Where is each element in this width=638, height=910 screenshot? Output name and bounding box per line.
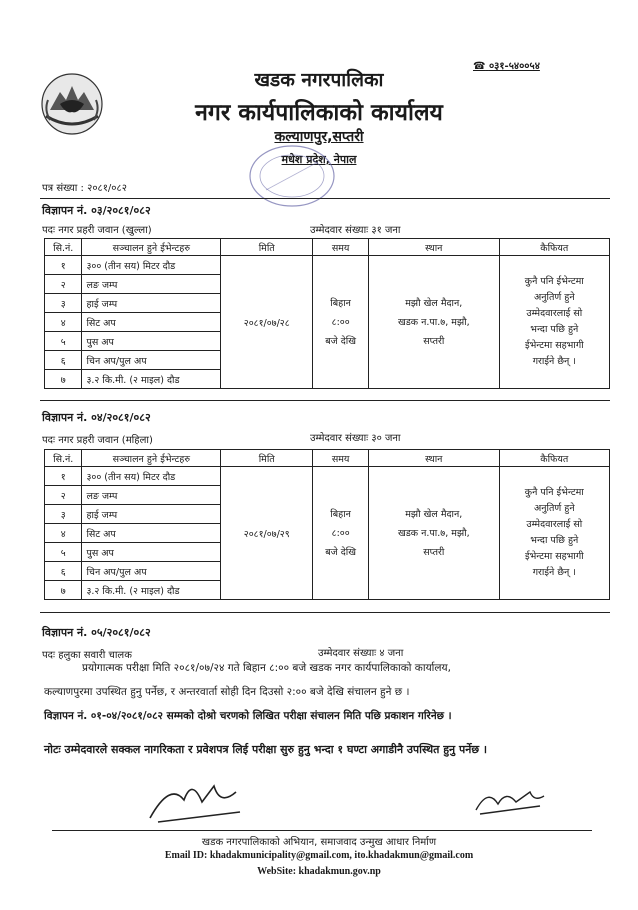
col-remarks: कैफियत [499, 450, 609, 467]
section-divider [40, 400, 610, 401]
row-sn: ५ [45, 332, 82, 351]
row-sn: ६ [45, 351, 82, 370]
col-sn: सि.नं. [45, 239, 82, 256]
ad3-paragraph-2: कल्याणपुरमा उपस्थित हुनु पर्नेछ, र अन्तरवार्ता सोही दिन दिउसो २:०० बजे देखि संचालन हुने छ । [44, 686, 410, 698]
ad3-candidates: उम्मेदवार संख्याः ४ जना [318, 648, 404, 659]
row-event: हाई जम्प [82, 505, 221, 524]
table-row [45, 467, 610, 486]
row-event: चिन अप/पुल अप [82, 351, 221, 370]
telephone-icon: ☎ [473, 61, 486, 72]
ad1-events-table [44, 238, 610, 389]
row-event: ३.२ कि.मी. (२ माइल) दौड [82, 581, 221, 600]
ad1-candidates: उम्मेदवार संख्याः ३१ जना [310, 225, 401, 236]
footer-website: WebSite: khadakmun.gov.np [257, 866, 381, 877]
ad3-post: पदः हलुका सवारी चालक [42, 650, 132, 661]
time-line: ८:०० [331, 527, 350, 539]
signature-right [470, 780, 550, 820]
ad3-title: विज्ञापन नं. ०५/२०८१/०८२ [42, 626, 151, 639]
remarks-line: भन्दा पछि हुने [530, 535, 579, 546]
ad2-candidates: उम्मेदवार संख्याः ३० जना [310, 433, 401, 444]
row-sn: २ [45, 486, 82, 505]
candidate-note: नोटः उम्मेदवारले सक्कल नागरिकता र प्रवेशपत्र लिई परीक्षा सुरु हुनु भन्दा १ घण्टा अगाडीनै उपस्थित हुनु पर्नेछ । [44, 743, 488, 756]
row-event: लङ जम्प [82, 275, 221, 294]
col-remarks: कैफियत [499, 239, 609, 256]
time-line: बिहान [330, 297, 351, 309]
row-event: पुस अप [82, 543, 221, 562]
remarks-line: अनुतिर्ण हुने [533, 503, 575, 514]
municipality-name: खडक नगरपालिका [254, 69, 384, 91]
remarks-cell [499, 467, 609, 600]
row-sn: ६ [45, 562, 82, 581]
col-place: स्थान [368, 450, 499, 467]
time-line: बजे देखि [325, 335, 357, 347]
ad2-title: विज्ञापन नं. ०४/२०८१/०८२ [42, 411, 151, 424]
time-line: बजे देखि [325, 546, 357, 558]
row-sn: ७ [45, 370, 82, 389]
phone-text: ०३१-५४००५४ [488, 61, 540, 72]
footer-email: Email ID: khadakmunicipality@gmail.com, ito.khadakmun@gmail.com [164, 850, 474, 861]
place-line: सप्तरी [423, 335, 445, 347]
ad2-events-table [44, 449, 610, 600]
section-divider [40, 612, 610, 613]
row-event: ३०० (तीन सय) मिटर दौड [82, 467, 221, 486]
header-divider [40, 198, 610, 199]
table-row [45, 256, 610, 275]
place-line: मझौ खेल मैदान, [405, 297, 463, 309]
place-line: सप्तरी [423, 546, 445, 558]
row-event: ३.२ कि.मी. (२ माइल) दौड [82, 370, 221, 389]
footer-slogan: खडक नगरपालिकाको अभियान, समाजवाद उन्मुख आधार निर्माण [201, 837, 437, 848]
col-events: सञ्चालन हुने ईभेन्टहरु [82, 450, 221, 467]
col-sn: सि.नं. [45, 450, 82, 467]
footer-divider [52, 830, 592, 831]
row-sn: ४ [45, 524, 82, 543]
signature-left [140, 772, 250, 828]
office-location: कल्याणपुर,सप्तरी [274, 129, 364, 145]
office-stamp [246, 140, 338, 212]
table-header-row [45, 239, 610, 256]
col-time: समय [313, 450, 369, 467]
remarks-line: उम्मेदवारलाई सो [526, 308, 583, 319]
remarks-line: ईभेन्टमा सहभागी [524, 551, 584, 562]
province-country: मधेश प्रदेश, नेपाल [281, 153, 357, 166]
row-event: हाई जम्प [82, 294, 221, 313]
row-sn: ५ [45, 543, 82, 562]
ad1-title: विज्ञापन नं. ०३/२०८१/०८२ [42, 204, 151, 217]
ad1-post: पदः नगर प्रहरी जवान (खुल्ला) [42, 225, 152, 236]
row-sn: २ [45, 275, 82, 294]
place-line: मझौ खेल मैदान, [405, 508, 463, 520]
ad3-paragraph-1: प्रयोगात्मक परीक्षा मिति २०८१/०७/२४ गते बिहान ८:०० बजे खडक नगर कार्यपालिकाको कार्यालय, [82, 662, 451, 674]
remarks-line: गराईने छैन् । [532, 356, 576, 367]
col-place: स्थान [368, 239, 499, 256]
remarks-line: उम्मेदवारलाई सो [526, 519, 583, 530]
exam-time [313, 256, 369, 389]
exam-place [368, 467, 499, 600]
row-event: सिट अप [82, 313, 221, 332]
table-header-row [45, 450, 610, 467]
ad2-post: पदः नगर प्रहरी जवान (महिला) [42, 435, 153, 446]
row-event: पुस अप [82, 332, 221, 351]
office-title: नगर कार्यपालिकाको कार्यालय [195, 100, 443, 126]
exam-date: २०८१/०७/२९ [221, 467, 313, 600]
col-events: सञ्चालन हुने ईभेन्टहरु [82, 239, 221, 256]
letter-number [42, 180, 127, 194]
remarks-line: ईभेन्टमा सहभागी [524, 340, 584, 351]
row-sn: १ [45, 467, 82, 486]
remarks-line: कुनै पनि ईभेन्टमा [524, 487, 584, 498]
exam-place [368, 256, 499, 389]
remarks-line: भन्दा पछि हुने [530, 324, 579, 335]
place-line: खडक न.पा.७, मझौ, [397, 316, 470, 328]
row-event: लङ जम्प [82, 486, 221, 505]
row-sn: ७ [45, 581, 82, 600]
row-sn: ३ [45, 294, 82, 313]
remarks-line: गराईने छैन् । [532, 567, 576, 578]
exam-time [313, 467, 369, 600]
row-event: चिन अप/पुल अप [82, 562, 221, 581]
row-sn: १ [45, 256, 82, 275]
col-time: समय [313, 239, 369, 256]
letter-number-label: पत्र संख्या : [42, 183, 84, 194]
remarks-line: अनुतिर्ण हुने [533, 292, 575, 303]
letter-number-value: २०८१/०८२ [87, 183, 127, 194]
exam-date: २०८१/०७/२८ [221, 256, 313, 389]
remarks-line: कुनै पनि ईभेन्टमा [524, 276, 584, 287]
time-line: बिहान [330, 508, 351, 520]
publication-notice: विज्ञापन नं. ०१-०४/२०८१/०८२ सम्मको दोश्रो चरणको लिखित परीक्षा संचालन मिति पछि प्रकाशन गरिनेछ । [44, 710, 452, 722]
time-line: ८:०० [331, 316, 350, 328]
row-event: सिट अप [82, 524, 221, 543]
col-date: मिति [221, 450, 313, 467]
remarks-cell [499, 256, 609, 389]
row-event: ३०० (तीन सय) मिटर दौड [82, 256, 221, 275]
row-sn: ४ [45, 313, 82, 332]
row-sn: ३ [45, 505, 82, 524]
col-date: मिति [221, 239, 313, 256]
place-line: खडक न.पा.७, मझौ, [397, 527, 470, 539]
